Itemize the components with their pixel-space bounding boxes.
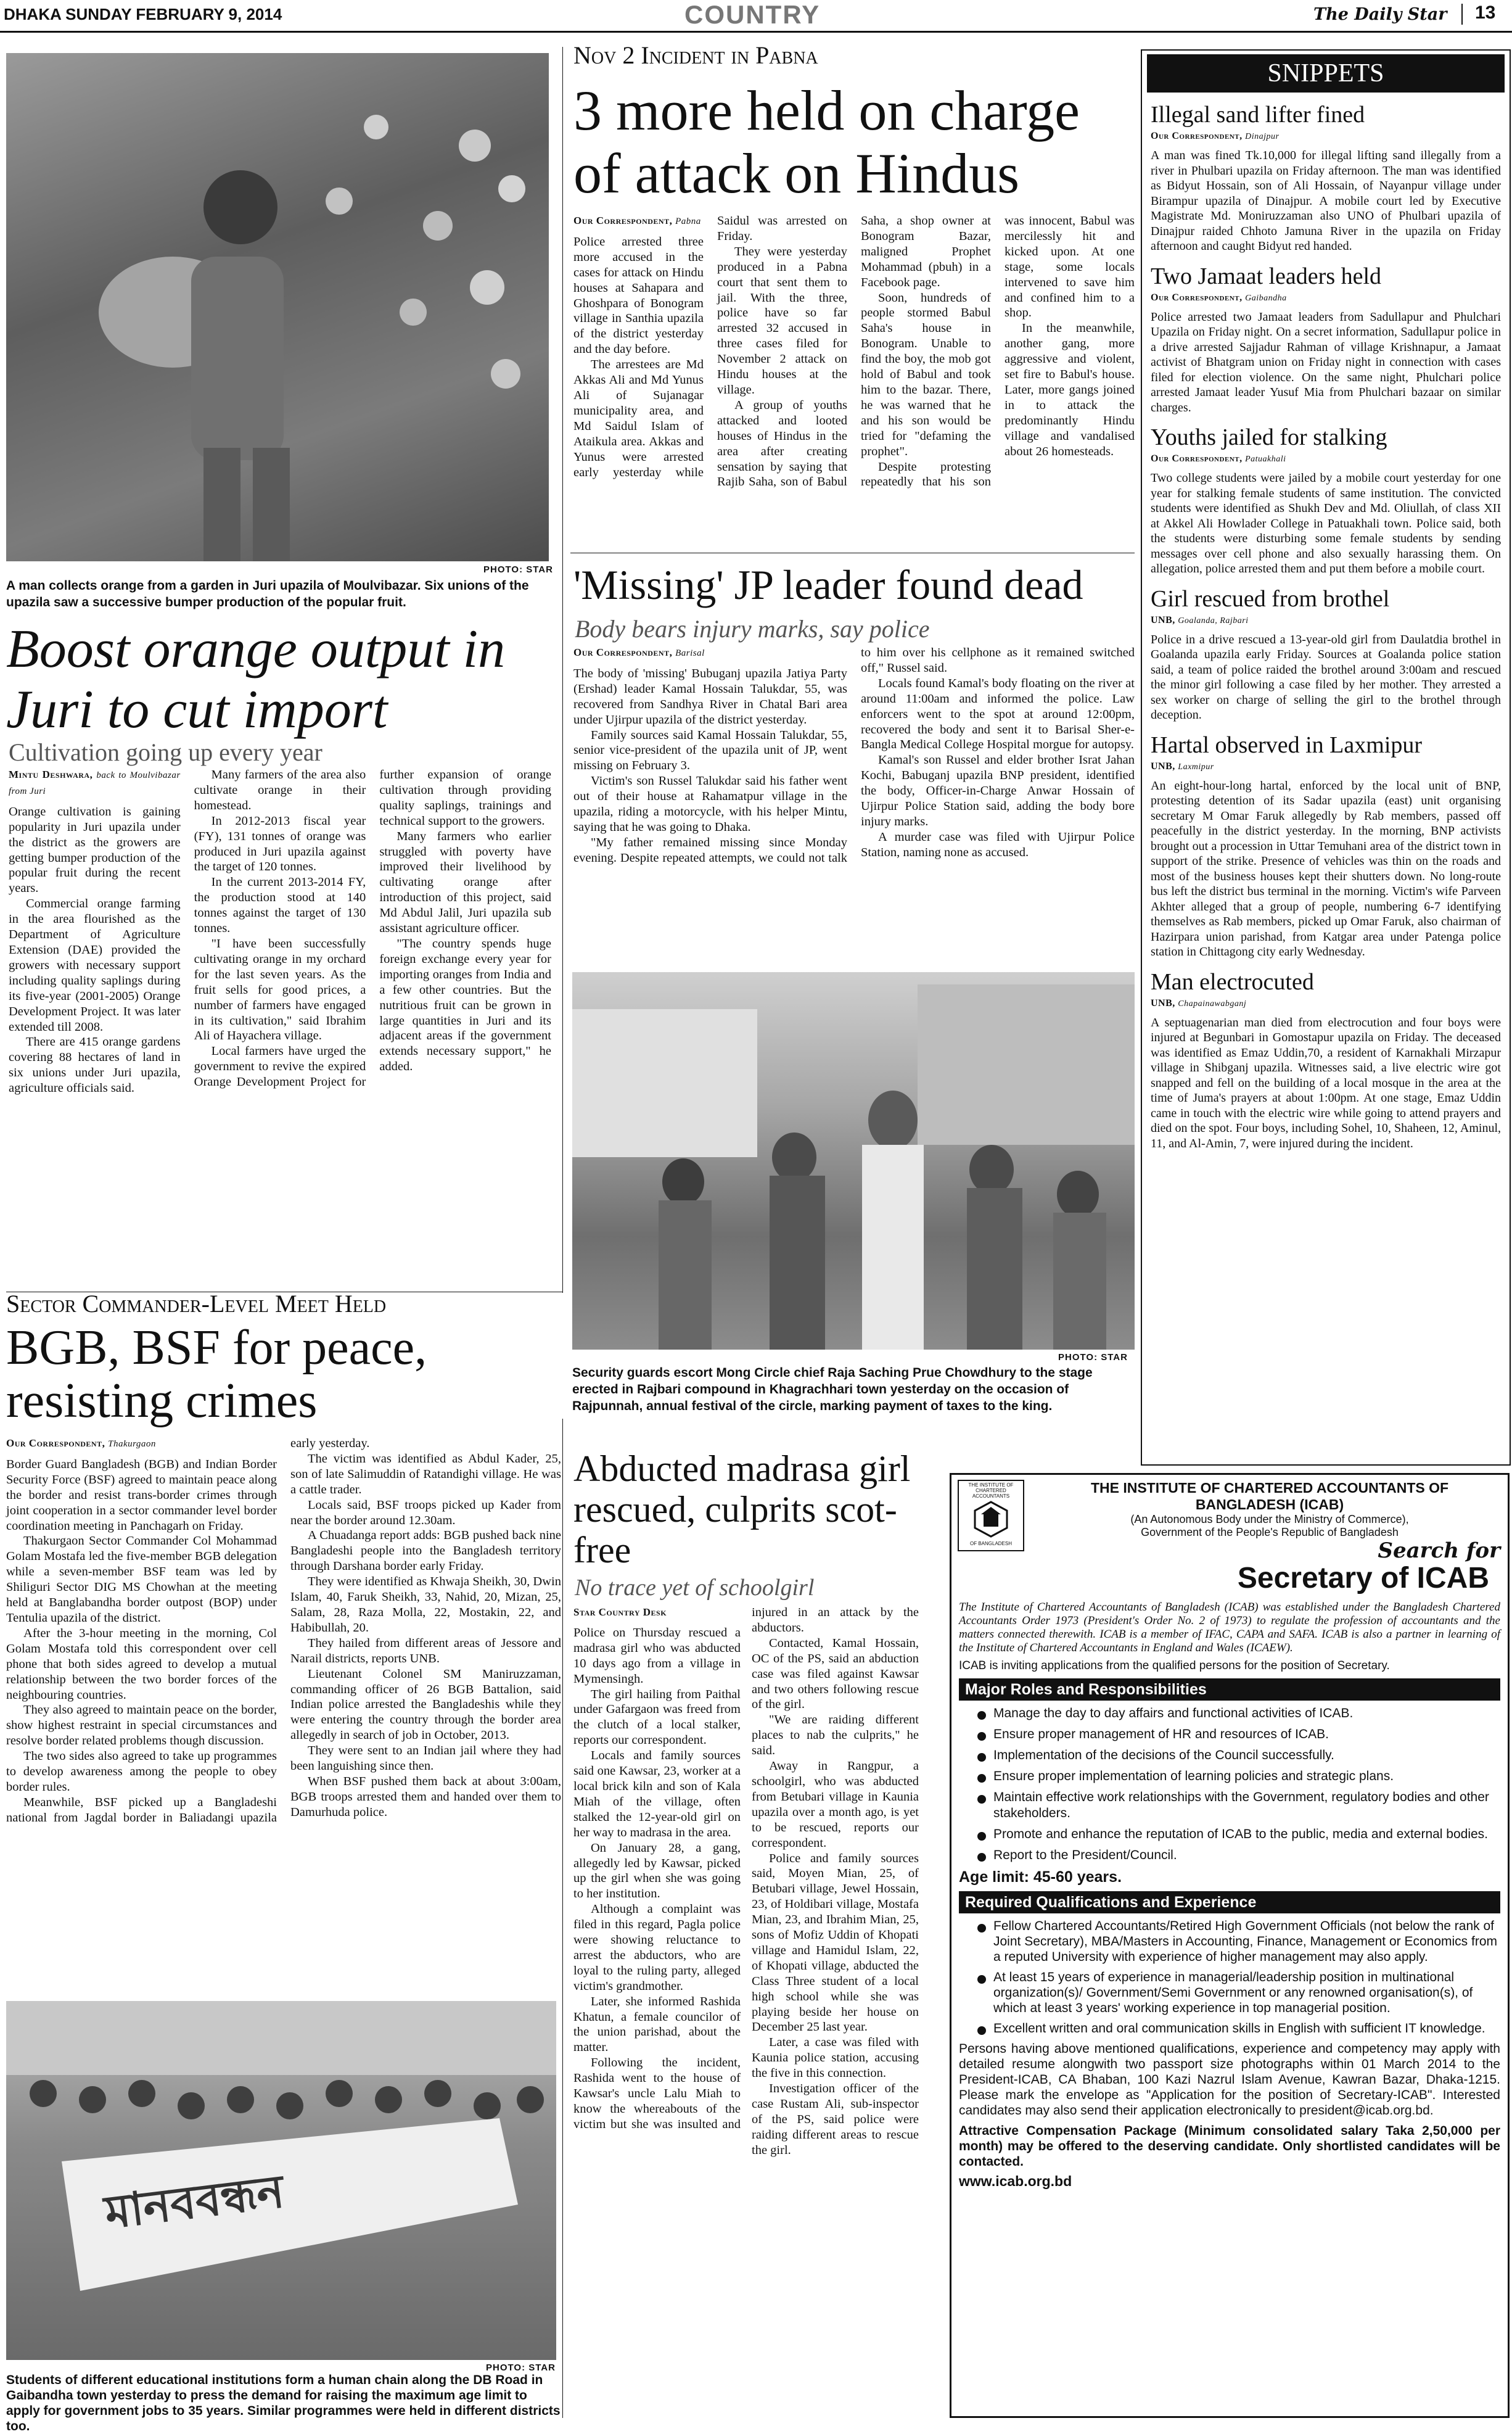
pabna-kicker: Nov 2 Incident in Pabna bbox=[573, 41, 818, 69]
list-item-text: Ensure proper management of HR and resources of ICAB. bbox=[993, 1727, 1329, 1741]
page-number: 13 bbox=[1475, 2, 1496, 23]
bullet-icon bbox=[977, 1924, 986, 1933]
masthead-divider bbox=[1461, 4, 1463, 25]
masthead-rule bbox=[0, 31, 1512, 33]
jp-headline: 'Missing' JP leader found dead bbox=[573, 561, 1083, 608]
snippet-place: Dinajpur bbox=[1245, 132, 1280, 141]
paragraph: Orange cultivation is gaining popularity in Juri upazila under the district as the growers are getting bumper production of the popular fruit during the recent years. bbox=[9, 804, 181, 896]
orange-photo bbox=[6, 53, 549, 561]
bgb-body bbox=[6, 1436, 561, 1999]
paragraph: Border Guard Bangladesh (BGB) and Indian Border Security Force (BSF) agreed to maintain peace along the border and resist trans-border crimes through joint cooperation in a sector commander level border coordination meeting in Panchagarh on Friday. bbox=[6, 1457, 277, 1533]
paper-logo: The Daily Star bbox=[1313, 5, 1447, 24]
icab-logo bbox=[958, 1480, 1024, 1551]
jp-byline bbox=[573, 645, 847, 661]
madrasa-body bbox=[573, 1605, 919, 2418]
icab-logo-top: THE INSTITUTE OF CHARTERED ACCOUNTANTS bbox=[968, 1482, 1014, 1499]
snippet-source: Our Correspondent, bbox=[1151, 131, 1243, 141]
paragraph: Investigation officer of the case Rustam Ali, sub-inspector of the PS, said police were raiding different areas to rescue the girl. bbox=[752, 2082, 919, 2157]
paragraph: There are 415 orange gardens covering 88 hectares of land in six unions under Juri upazila, agriculture officials said. bbox=[9, 1035, 181, 1095]
snippet-text: Police arrested two Jamaat leaders from Sadullapur and Phulchari Upazila on Friday night. On a secret information, Sadullapur police in a drive arrested Sajjadur Rahman of village Krishnapur, a Jamaat activist of Bhatgram union on Friday night in connection with cases filed for election violence. On the same night, Phulchari police arrested Jamaat leader Yusuf Mia from Phulchari bazaar on similar charges. bbox=[1151, 310, 1501, 415]
madrasa-byline: Star Country Desk bbox=[573, 1606, 667, 1618]
paragraph: A murder case was filed with Ujirpur Police Station, naming none as accused. bbox=[861, 830, 1135, 859]
snippet-place: Patuakhali bbox=[1245, 455, 1286, 464]
bullet-icon bbox=[977, 1732, 986, 1741]
snippet-text: A septuagenarian man died from electrocution and four boys were injured at Begunbari in Gomostapur upazila on Friday. The deceased was identified as Emaz Uddin,70, a resident of Karnakhali Mirzapur village in Shibganj upazila. Witnesses said, a live electric wire got snapped and fell on the building of a local mosque in the area at the time of Juma's prayers at about 1:00pm. At one stage, Emaz Uddin came in touch with the electric wire while going to attend prayers and died on the spot. Four boys, including Sohel, 10, Shaheen, 12, Aminul, 11, and Al-Amin, 7, were injured during the incident. bbox=[1151, 1015, 1501, 1150]
snippets-header: SNIPPETS bbox=[1147, 54, 1505, 93]
icab-title: THE INSTITUTE OF CHARTERED ACCOUNTANTS OF BANGLADESH (ICAB) bbox=[1090, 1480, 1449, 1512]
paragraph: Many farmers who earlier struggled with poverty have improved their livelihood by cultivating orange after introduction of this project, said Md Abdul Jalil, Juri upazila sub assistant agriculture officer. bbox=[379, 829, 551, 936]
paragraph: When BSF pushed them back at about 3:00am, BGB troops arrested them and handed over them to Damurhuda police. bbox=[290, 1774, 561, 1819]
icab-emblem-icon bbox=[972, 1501, 1009, 1538]
pabna-body bbox=[573, 213, 1135, 547]
orange-photo-caption: A man collects orange from a garden in Juri upazila of Moulvibazar. Six unions of the upazila saw a successive bumper production of the popular fruit. bbox=[6, 579, 529, 609]
icab-url-link[interactable]: www.icab.org.bd bbox=[959, 2173, 1072, 2189]
paragraph: Commercial orange farming in the area flourished as the Department of Agriculture Extension (DAE) provided the growers with necessary support including quality saplings during its five-year (2001-2005) Orange Development Project. It was later extended till 2008. bbox=[9, 897, 181, 1034]
list-item bbox=[977, 1847, 1500, 1863]
paragraph: Family sources said Kamal Hossain Talukdar, 55, senior vice-president of the upazila unit of JP, went missing on February 3. bbox=[573, 728, 847, 773]
icab-roles-list bbox=[959, 1706, 1500, 1863]
bgb-headline: BGB, BSF for peace, resisting crimes bbox=[6, 1321, 427, 1428]
pabna-byline-place: Pabna bbox=[675, 217, 701, 226]
icab-position: Secretary of ICAB bbox=[1237, 1562, 1489, 1594]
list-item bbox=[977, 1918, 1500, 1965]
pabna-byline-name: Our Correspondent, bbox=[573, 215, 673, 226]
bullet-icon bbox=[977, 1975, 986, 1984]
jp-body bbox=[573, 645, 1135, 967]
list-item-text: Fellow Chartered Accountants/Retired High Government Officials (not below the rank of Joint Secretary), MBA/Masters in Accounting, Finance, Management or Economics from a reputed University with experience of higher management may also apply. bbox=[993, 1919, 1498, 1964]
mong-photo-art bbox=[572, 972, 1135, 1350]
snippet-source: Our Correspondent, bbox=[1151, 453, 1243, 464]
snippet bbox=[1151, 101, 1501, 254]
paragraph: They hailed from different areas of Jessore and Narail districts, reports UNB. bbox=[290, 1636, 561, 1665]
icab-ad bbox=[950, 1473, 1510, 2418]
list-item bbox=[977, 1747, 1500, 1764]
list-item-text: Excellent written and oral communication skills in English with sufficient IT knowledge. bbox=[993, 2021, 1485, 2036]
snippet-text: Two college students were jailed by a mobile court yesterday for one year for stalking female students of same institution. The convicted students were identified as Shukh Dev and Md. Oliullah, of class XII at Akkel Ali Howlader College in Patuakhali town. Police said, both the students were disturbing some female students by sending messages over cell phone and also sexually harassing them. On allegation, police arrested them and put them before a mobile court. bbox=[1151, 471, 1501, 575]
paragraph: Meanwhile, BSF picked up a Bangladeshi national from Jagdal border in Baliadangi upazila early yesterday. bbox=[6, 1437, 370, 1825]
icab-qual-list bbox=[959, 1918, 1500, 2036]
paragraph: Contacted, Kamal Hossain, OC of the PS, said an abduction case was filed against Kawsar and two others following rescue of the girl. bbox=[752, 1636, 919, 1712]
snippet-place: Goalanda, Rajbari bbox=[1178, 616, 1249, 625]
paragraph: The two sides also agreed to take up programmes to develop awareness among the people to obey border rules. bbox=[6, 1749, 277, 1794]
orange-byline-place: back to Moulvibazar from Juri bbox=[9, 770, 181, 796]
paragraph: Local farmers have urged the government to revive the expired Orange Development Project for further expansion of orange cultivation through providing quality saplings, trainings and technical support to the growers. bbox=[194, 768, 551, 1089]
madrasa-subhead: No trace yet of schoolgirl bbox=[575, 1575, 815, 1601]
list-item-text: Promote and enhance the reputation of ICAB to the public, media and external bodies. bbox=[993, 1827, 1489, 1841]
list-item bbox=[977, 1726, 1500, 1743]
bullet-icon bbox=[977, 1711, 986, 1720]
paragraph: Police on Thursday rescued a madrasa girl who was abducted 10 days ago from a village in Mymensingh. bbox=[573, 1625, 741, 1686]
list-item-text: Maintain effective work relationships with the Government, regulatory bodies and other stakeholders. bbox=[993, 1790, 1489, 1820]
paragraph: Kamal's son Russel and elder brother Israt Jahan Kochi, Babuganj upazila BNP president, identified the body, Officer-in-Charge Anwar Hossain of Ujirpur Police Station said, adding the body bore injury marks. bbox=[861, 753, 1135, 828]
paragraph: A group of youths attacked and looted houses of Hindus in the area after creating sensation by saying that Rajib Saha, son of Babul Saha, a shop owner at Bonogram Bazar, maligned Prophet Mohammad (pbuh) in a Facebook page. bbox=[717, 214, 991, 489]
icab-qual-header: Required Qualifications and Experience bbox=[959, 1891, 1500, 1913]
paragraph: They also agreed to maintain peace on the border, show highest restraint in special circumstances and resolve border related problems though discussion. bbox=[6, 1703, 277, 1748]
mong-photo-credit: PHOTO: STAR bbox=[1058, 1352, 1128, 1363]
bgb-byline bbox=[6, 1436, 277, 1452]
orange-byline bbox=[9, 767, 181, 799]
bgb-byline-place: Thakurgaon bbox=[108, 1439, 156, 1449]
snippet-place: Gaibandha bbox=[1245, 293, 1287, 303]
snippet-byline bbox=[1151, 131, 1501, 142]
human-chain-banner-text: মানববন্ধন bbox=[102, 2164, 287, 2240]
paragraph: "My father remained missing since Monday evening. Despite repeated attempts, we could not talk to him over his cellphone as it remained switched off," Russel said. bbox=[573, 646, 1135, 865]
snippet bbox=[1151, 424, 1501, 577]
snippet bbox=[1151, 263, 1501, 416]
pabna-byline bbox=[573, 213, 704, 229]
mong-photo bbox=[572, 972, 1135, 1350]
mong-photo-caption: Security guards escort Mong Circle chief Raja Saching Prue Chowdhury to the stage erected in Rajbari compound in Khagrachhari town yesterday on the occasion of Rajpunnah, annual festival of the circle, marking payment of taxes to the king. bbox=[572, 1366, 1093, 1413]
bullet-icon bbox=[977, 2026, 986, 2035]
paragraph: Police arrested three more accused in the cases for attack on Hindu houses at Sahapara and Ghoshpara of Bonogram village in Santhia upazila of the district yesterday and the day before. bbox=[573, 234, 704, 357]
paragraph: The arrestees are Md Akkas Ali and Md Yunus Ali of Sujanagar municipality area, and Md Saidul Islam of Ataikula area. Akkas and Yunus were arrested early yesterday while Saidul was arrested on Friday. bbox=[573, 214, 847, 479]
jp-subhead: Body bears injury marks, say police bbox=[575, 615, 930, 643]
snippet-title: Man electrocuted bbox=[1151, 968, 1314, 995]
snippet-title: Girl rescued from brothel bbox=[1151, 585, 1390, 612]
column-rule bbox=[562, 47, 563, 1293]
orange-subhead: Cultivation going up every year bbox=[9, 738, 323, 766]
snippet-byline bbox=[1151, 453, 1501, 464]
paragraph: Following the incident, Rashida went to the house of Kawsar's uncle Lalu Miah to know the whereabouts of the victim but she was insulted and injured in an attack by the abductors. bbox=[573, 1606, 919, 2131]
paragraph: Soon, hundreds of people stormed Babul Saha's house in Bonogram. Unable to find the boy, the mob got hold of Babul and took him to the bazar. There, he was warned that he and his son would be tried for "defaming the prophet". bbox=[861, 291, 991, 458]
list-item-text: Implementation of the decisions of the Council successfully. bbox=[993, 1748, 1334, 1762]
snippet bbox=[1151, 732, 1501, 960]
madrasa-headline: Abducted madrasa girl rescued, culprits scot-free bbox=[573, 1448, 911, 1570]
icab-compensation: Attractive Compensation Package (Minimum consolidated salary Taka 2,50,000 per month) may be offered to the deserving candidate. Only shortlisted candidates will be contacted. bbox=[959, 2124, 1500, 2169]
paragraph: The body of 'missing' Bubuganj upazila Jatiya Party (Ershad) leader Kamal Hossain Talukdar, 55, was recovered from Sandhya River in Chatal Bari area under Ujirpur upazila of the district yesterday. bbox=[573, 666, 847, 727]
list-item-text: Manage the day to day affairs and functional activities of ICAB. bbox=[993, 1706, 1354, 1720]
icab-intro: The Institute of Chartered Accountants of Bangladesh (ICAB) was established under the Bangladesh Chartered Accountants Order 1973 (President's Order No. 2 of 1973) to regulate the profession of accountants and the matters connected therewith. ICAB is a member of IFAC, CAPA and SAFA. ICAB is also a partner in learning of the Institute of Chartered Accountants in England and Wales (ICAEW). bbox=[959, 1601, 1500, 1654]
icab-age-limit: Age limit: 45-60 years. bbox=[959, 1868, 1122, 1886]
snippet-place: Chapainawabganj bbox=[1178, 999, 1247, 1009]
snippet-byline bbox=[1151, 998, 1501, 1009]
snippet-title: Two Jamaat leaders held bbox=[1151, 263, 1382, 289]
jp-byline-place: Barisal bbox=[675, 648, 705, 658]
list-item-text: At least 15 years of experience in managerial/leadership position in multinational organization(s)/ Government/Semi Government or any renowned organisation(s), of which at least 3 years' working experience in top managerial position. bbox=[993, 1970, 1473, 2015]
bullet-icon bbox=[977, 1795, 986, 1804]
icab-subtitle-1: (An Autonomous Body under the Ministry of Commerce), bbox=[1130, 1513, 1409, 1525]
section-title: COUNTRY bbox=[684, 0, 821, 29]
column-rule bbox=[562, 1419, 563, 2418]
list-item bbox=[977, 2021, 1500, 2036]
orange-photo-art bbox=[6, 53, 549, 561]
paragraph: "We are raiding different places to nab the culprits," he said. bbox=[752, 1713, 919, 1758]
orange-photo-credit: PHOTO: STAR bbox=[483, 564, 553, 575]
snippet bbox=[1151, 585, 1501, 723]
paragraph: Later, she informed Rashida Khatun, a female councilor of the union parishad, about the matter. bbox=[573, 1994, 741, 2055]
paragraph: Police and family sources said, Moyen Mian, 25, of Betubari village, Jewel Hossain, 23, of Holdibari village, Mostafa Mian, 23, and Ibrahim Mian, 25, sons of Mofiz Uddin of Khopati village and Hamidul Islam, 22, of Khopati village, abducted the Class Three student of a local high school while she was playing beside her house on December 25 last year. bbox=[752, 1851, 919, 2034]
paragraph: A Chuadanga report adds: BGB pushed back nine Bangladeshi people into the Bangladesh territory through Darshana border early Friday. bbox=[290, 1528, 561, 1574]
paragraph: After the 3-hour meeting in the morning, Col Golam Mostafa told this correspondent over cell phone that both sides agreed to develop a mutual relationship between the two border forces of the neighbouring countries. bbox=[6, 1626, 277, 1702]
list-item bbox=[977, 1789, 1500, 1821]
list-item bbox=[977, 1826, 1500, 1842]
orange-body bbox=[9, 767, 551, 1284]
masthead-date: DHAKA SUNDAY FEBRUARY 9, 2014 bbox=[4, 5, 282, 23]
bullet-icon bbox=[977, 1832, 986, 1841]
snippet-source: UNB, bbox=[1151, 614, 1175, 625]
snippet-title: Hartal observed in Laxmipur bbox=[1151, 732, 1423, 758]
snippet bbox=[1151, 968, 1501, 1152]
list-item-text: Ensure proper implementation of learning policies and strategic plans. bbox=[993, 1769, 1394, 1783]
pabna-headline: 3 more held on charge of attack on Hindus bbox=[573, 79, 1080, 205]
snippet-text: Police in a drive rescued a 13-year-old girl from Daulatdia brothel in Goalanda upazila early Friday. Sources at Goalanda police station said, a team of police raided the brothel around 3:00am and rescued the minor girl following a case filed by her mother. They arrested a sex worker on charge of selling the girl to the brothel through deception. bbox=[1151, 632, 1501, 722]
paragraph: Later, a case was filed with Kaunia police station, accusing the five in this connection. bbox=[752, 2036, 919, 2081]
human-chain-photo-credit: PHOTO: STAR bbox=[486, 2362, 556, 2373]
paragraph: The girl hailing from Paithal under Gafargaon was freed from the clutch of a local stalker, reports our correspondent. bbox=[573, 1687, 741, 1747]
orange-byline-name: Mintu Deshwara, bbox=[9, 769, 93, 780]
orange-headline: Boost orange output in Juri to cut import bbox=[6, 619, 506, 740]
icab-invite: ICAB is inviting applications from the qualified persons for the position of Secretary. bbox=[959, 1659, 1390, 1672]
bullet-icon bbox=[977, 1774, 986, 1783]
paragraph: Victim's son Russel Talukdar said his father went out of their house at Rahamatpur village in the upazila, riding a motorcycle, with his helper Mintu, saying that he was going to Dhaka. bbox=[573, 774, 847, 834]
bgb-byline-name: Our Correspondent, bbox=[6, 1437, 105, 1449]
icab-logo-bottom: OF BANGLADESH bbox=[969, 1541, 1012, 1546]
paragraph: Although a complaint was filed in this regard, Pagla police were showing reluctance to arrest the abductors, who are loyal to the ruling party, alleged victim's grandmother. bbox=[573, 1902, 741, 1993]
paragraph: In 2012-2013 fiscal year (FY), 131 tonnes of orange was produced in Juri upazila against the target of 120 tonnes. bbox=[194, 814, 366, 874]
bullet-icon bbox=[977, 1853, 986, 1862]
paragraph: Locals found Kamal's body floating on the river at around 11:00am and informed the police. Law enforcers went to the spot at around 12:00pm, recovered the body and sent it to Barisal Sher-e-Bangla Medical College Hospital morgue for autopsy. bbox=[861, 676, 1135, 752]
human-chain-photo-caption: Students of different educational institutions form a human chain along the DB Road in Gaibandha town yesterday to press the demand for raising the maximum age limit to apply for government jobs to 35 years. Similar programmes were held in different districts too. bbox=[6, 2373, 561, 2433]
icab-search-for: Search for bbox=[1378, 1538, 1500, 1563]
icab-roles-header: Major Roles and Responsibilities bbox=[959, 1678, 1500, 1701]
paragraph: On January 28, a gang, allegedly led by Kawsar, picked up the girl when she was going to her institution. bbox=[573, 1841, 741, 1901]
snippet-source: Our Correspondent, bbox=[1151, 292, 1243, 303]
snippet-byline bbox=[1151, 615, 1501, 626]
list-item bbox=[977, 1768, 1500, 1784]
snippets-box bbox=[1141, 49, 1511, 1466]
paragraph: Locals said, BSF troops picked up Kader from near the border around 12.30am. bbox=[290, 1498, 561, 1527]
bgb-kicker: Sector Commander-Level Meet Held bbox=[6, 1290, 387, 1318]
snippet-title: Youths jailed for stalking bbox=[1151, 424, 1387, 450]
paragraph: Locals and family sources said one Kawsar, 23, worker at a local brick kiln and son of Kala Miah of the village, often stalked the 12-year-old girl on her way to madrasa in the area. bbox=[573, 1749, 741, 1839]
snippet-source: UNB, bbox=[1151, 761, 1175, 772]
icab-apply: Persons having above mentioned qualifications, experience and competency may apply with detailed resume alongwith two passport size photographs within 01 March 2014 to the President-ICAB, CA Bhaban, 100 Kazi Nazrul Islam Avenue, Kawran Bazar, Dhaka-1215. Please mark the envelope as "Application for the position of Secretary-ICAB". Interested candidates may also send their application electronically to president@icab.org.bd. bbox=[959, 2042, 1500, 2118]
snippet-place: Laxmipur bbox=[1178, 762, 1214, 772]
snippet-byline bbox=[1151, 761, 1501, 772]
paragraph: In the current 2013-2014 FY, the production stood at 140 tonnes against the target of 130 tonnes. bbox=[194, 875, 366, 936]
snippet-text: An eight-hour-long hartal, enforced by the local unit of BNP, protesting detention of its Sadar upazila (east) unit organising secretary M Omar Faruk allegedly by Rab members, passed off peacefully in the district yesterday. In the morning, BNP activists brought out a procession in Uttar Temuhani area of the district town in support of the strike. Presence of vehicles was thin on the roads and most of the business houses kept their shutters down. No long-route bus left the district bus terminal in the morning. Victim's wife Parveen Akhter alleged that a group of people, numbering 6-7 identifying themselves as Rab members, picked up Omar Faruk, also chairman of Hazirpara union parishad, from Katgar area under Patenga police station in Chittagong city early Wednesday. bbox=[1151, 778, 1501, 959]
paragraph: They were sent to an Indian jail where they had been languishing since then. bbox=[290, 1744, 561, 1773]
list-item bbox=[977, 1970, 1500, 2016]
paragraph: "The country spends huge foreign exchange every year for importing oranges from India and a few other countries. But the nutritious fruit can be grown in large quantities in Juri and its adjacent areas if the government extends necessary support," he added. bbox=[379, 936, 551, 1074]
jp-byline-name: Our Correspondent, bbox=[573, 646, 673, 658]
masthead bbox=[0, 0, 1512, 35]
paragraph: Lieutenant Colonel SM Maniruzzaman, commanding officer of 26 BGB Battalion, said Indian police arrested the Bangladeshis while they were entering the country through the border area allegedly in search of job in October, 2013. bbox=[290, 1667, 561, 1743]
paragraph: Thakurgaon Sector Commander Col Mohammad Golam Mostafa led the five-member BGB delegation while a seven-member BSF team was led by Shiliguri Sector DIG MS Chowhan at the meeting held at Banglabandha border outpost (BOP) under Tentulia upazila of the district. bbox=[6, 1534, 277, 1625]
paragraph: In the meanwhile, another gang, more aggressive and violent, set fire to Babul's house. Later, more gangs joined in to attack the predominantly Hindu village and vandalised about 26 homesteads. bbox=[1005, 321, 1135, 458]
list-item-text: Report to the President/Council. bbox=[993, 1848, 1177, 1862]
snippet-text: A man was fined Tk.10,000 for illegal lifting sand illegally from a river in Phulbari upazila on Friday afternoon. The man was identified as Bidyut Hossain, son of Ali Hossain, of Nayanpur village under Birampur upazila of Dinajpur. A mobile court led by Executive Magistrate Md. Moniruzzaman also UNO of Phulbari upazila of Dinajpur raided Chhoto Jamuna River in the upazila on Friday afternoon and caught Bidyut red handed. bbox=[1151, 149, 1501, 253]
paragraph: They were identified as Khwaja Sheikh, 30, Dwin Islam, 40, Faruk Sheikh, 33, Nahid, 20, Mizan, 25, Salam, 28, Raza Molla, 22, Mostakin, 22, and Habibullah, 20. bbox=[290, 1575, 561, 1635]
icab-subtitle-2: Government of the People's Republic of Bangladesh bbox=[1141, 1526, 1399, 1538]
paragraph: They were yesterday produced in a Pabna court that sent them to jail. With the three, police have so far arrested 32 accused in three cases filed for November 2 attack on Hindu houses at the village. bbox=[717, 244, 847, 397]
paragraph: Away in Rangpur, a schoolgirl, who was abducted from Betubari village in Kaunia upazila over a month ago, is yet to be rescued, reports our correspondent. bbox=[752, 1759, 919, 1850]
list-item bbox=[977, 1706, 1500, 1722]
snippet-title: Illegal sand lifter fined bbox=[1151, 102, 1365, 128]
paragraph: Despite protesting repeatedly that his son was innocent, Babul was mercilessly hit and kicked upon. At one stage, some locals intervened to save him and confined him to a shop. bbox=[861, 214, 1135, 489]
human-chain-photo bbox=[6, 2001, 556, 2360]
bullet-icon bbox=[977, 1753, 986, 1762]
snippet-byline bbox=[1151, 292, 1501, 303]
paragraph: The victim was identified as Abdul Kader, 25, son of late Salimuddin of Ratandighi village. He was a cattle trader. bbox=[290, 1451, 561, 1496]
paragraph: "I have been successfully cultivating orange in my orchard for the last seven years. As the fruit sells for good prices, a number of farmers have engaged in its cultivation," said Ibrahim Ali of Hayachera village. bbox=[194, 936, 366, 1043]
paragraph: Many farmers of the area also cultivate orange in their homestead. bbox=[194, 768, 366, 812]
snippet-source: UNB, bbox=[1151, 997, 1175, 1009]
